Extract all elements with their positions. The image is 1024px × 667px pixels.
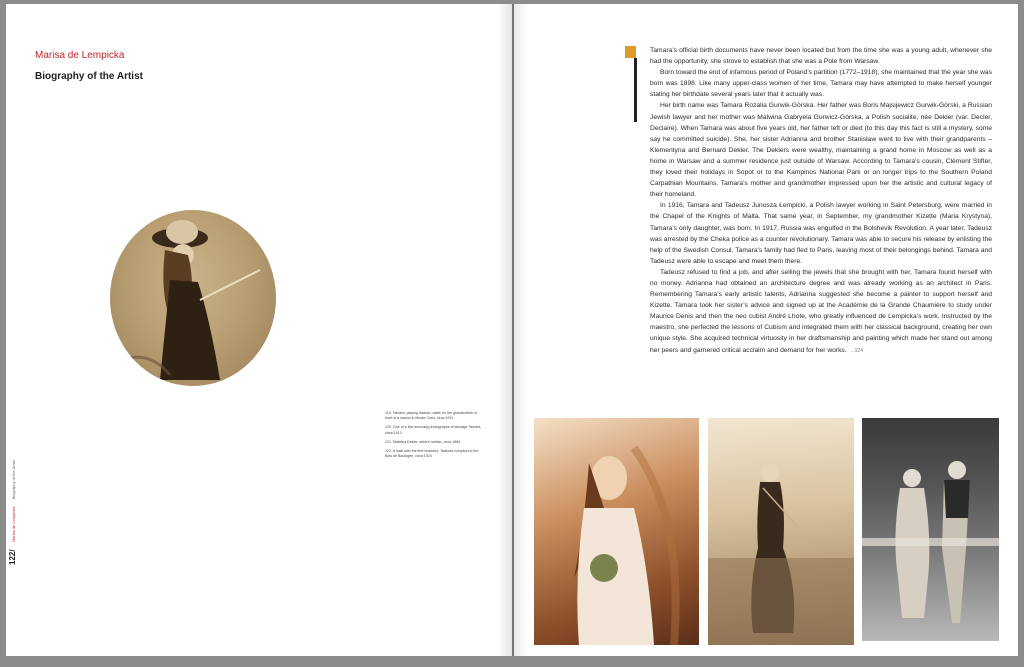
biography-text xyxy=(650,45,992,357)
photo-malwina-dekler xyxy=(708,418,854,645)
page-number: 122/ xyxy=(8,549,17,565)
caption-122: 122. A walk with the first husband, Tadeusz Łempicki in the Bois de Boulogne, circa 1924 xyxy=(385,449,479,459)
photo-captions xyxy=(385,411,485,463)
paragraph-1: Tamara’s official birth documents have never been located but from the time she was a young adult, whenever she had the opportunity, she strove to establish that she was a Pole from Warsaw. xyxy=(650,47,992,66)
page-reference: →124 xyxy=(849,347,863,354)
photo-2-illustration xyxy=(708,418,854,645)
photo-1-illustration xyxy=(534,418,699,645)
paragraph-5 xyxy=(650,267,992,357)
page-footer-vertical xyxy=(8,435,17,565)
portrait-photo-tamara-diabolo xyxy=(110,210,276,386)
paragraph-4: In 1916, Tamara and Tadeusz Junosza Łempicki, a Polish lawyer working in Saint Petersburg, were married in the Chapel of the Knights of Malta. That same year, in September, my grandmother Kizette (Maria Krystyna), Tamara’s only daughter, was born. In 1917, Russia was engulfed in the Bolshevik Revolution. A year later, Tadeusz was arrested by the Cheka police as a counter revolutionary. Tamara was able to secure his release by enlisting the help of the Swedish Consul. Tamara’s family had fled to Paris, leaving most of their belongings behind. Tamara and Tadeusz were able to escape and meet them there. xyxy=(650,202,992,265)
author-name: Marisa de Lempicka xyxy=(35,50,125,61)
accent-square xyxy=(625,46,636,58)
vertical-rule xyxy=(634,58,637,122)
caption-119: 119. Tamara, playing diabolo, waits for her grandmother in front of a casino in Monte Carlo, circa 1911 xyxy=(385,411,478,421)
portrait-illustration xyxy=(110,210,276,386)
photo-3-illustration xyxy=(862,418,999,641)
caption-120: 120. One of a few surviving photographs of teenage Tamara, circa 1913 xyxy=(385,425,482,435)
paragraph-3: Her birth name was Tamara Rozalia Gurwik-Górska. Her father was Boris Majsijewicz Gurwik-Górski, a Russian Jewish lawyer and her mother was Malwina Gabryela Gurwicz-Górska, a Polish socialite, née Dekler (var. Decler, Declaire). When Tamara was about five years old, her father left or died (to this day this fact is still a mystery, some say he committed suicide). She, her sister Adrianna and brother Stanisław went to live with their grandparents – Klementyna and Bernard Dekler. The Deklers were wealthy, maintaining a grand home in Moscow as well as a home in Warsaw and a summer residence just outside of Warsaw. According to Tamara’s cousin, Clément Stifter, they loved their holidays in Sopot or to the Kampinos National Park or on longer trips to the Southern Poland Carpathian Mountains. Tamara’s mother and grandmother impressed upon her the artistic and cultural legacy of their homeland. xyxy=(650,102,992,199)
photo-teenage-tamara xyxy=(534,418,699,645)
paragraph-2: Born toward the end of infamous period of Poland’s partition (1772–1918), she maintained that the year she was born was 1898. Like many upper-class women of her time, Tamara may have attempted to make herself younger stating her birthdate several years later that it actually was. xyxy=(650,69,992,99)
running-author: Marisa de Lempicka xyxy=(11,506,16,543)
page-title: Biography of the Artist xyxy=(35,71,143,82)
caption-121: 121. Malwina Dekler, artist’s mother, circa 1880 xyxy=(385,439,461,444)
book-spine-shadow xyxy=(498,4,528,656)
running-title: Biography of the Artist xyxy=(11,460,16,500)
paragraph-5-text: Tadeusz refused to find a job, and after selling the jewels that she brought with her, Tamara found herself with no money. Adrianna had obtained an architecture degree and was already working as an architect in Paris. Remembering Tamara’s early artistic talents, Adrianna suggested she become a painter to support herself and Kizette. Tamara took her sister’s advice and signed up at the Académie de la Grande Chaumière to study under Maurice Denis and then the neo cubist André Lhote, who greatly influenced de Lempicka’s work. Instructed by the maestro, she perfected the lessons of Cubism and integrated them with her classical background, creating her own unique style. She acquired technical virtuosity in her draftsmanship and painting which made her stand out among her peers and garnered critical acclaim and demand for her works. xyxy=(650,268,992,354)
photo-walk-with-husband xyxy=(862,418,999,641)
